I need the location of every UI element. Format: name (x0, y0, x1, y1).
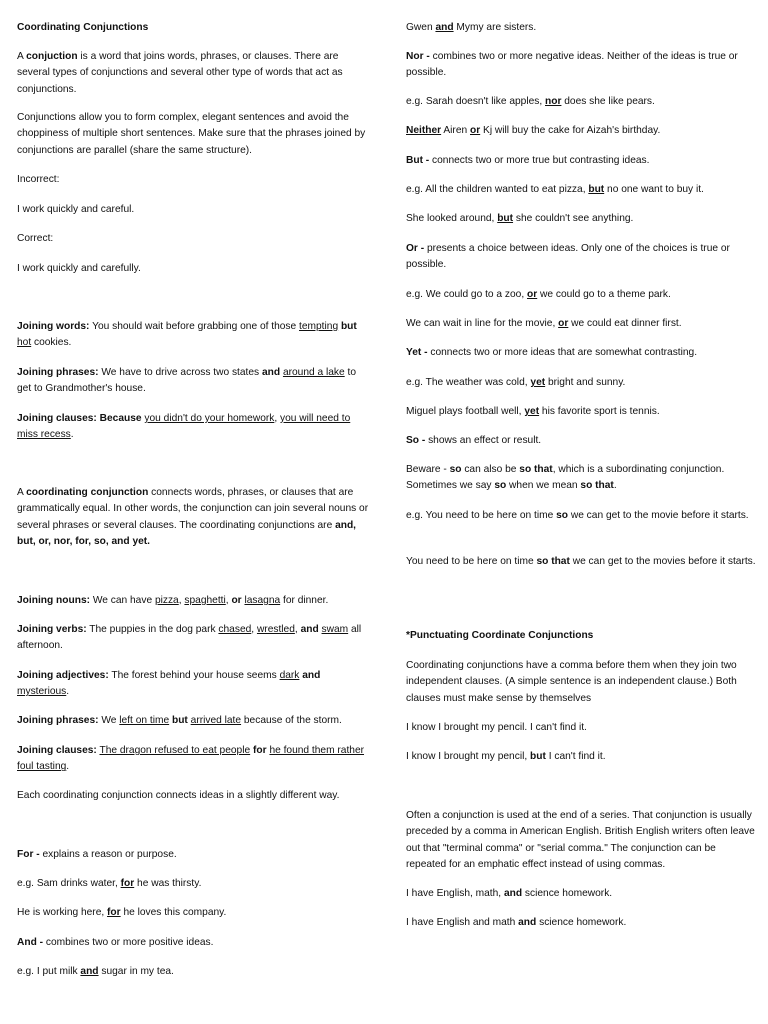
example-joining-nouns (17, 593, 372, 609)
example-homework-1 (406, 886, 758, 902)
emphasis-run: Coordinating Conjunctions (17, 22, 149, 33)
underlined-run: chased (218, 624, 252, 635)
emphasis-run: so (556, 510, 568, 521)
emphasis-run (497, 213, 513, 224)
text-run: and (435, 22, 454, 33)
emphasis-run (524, 406, 539, 417)
text-run: science homework. (536, 917, 627, 928)
text-run: Miguel plays football well, (406, 406, 525, 417)
text-run: We (98, 715, 120, 726)
emphasis-run: and (300, 624, 319, 635)
text-run: when we mean (506, 480, 581, 492)
paragraph-serial-comma (406, 808, 758, 874)
text-run: , (294, 624, 301, 635)
example-for-2 (17, 905, 372, 921)
text-run: connects two or more ideas that are somewhat contrasting. (427, 347, 698, 358)
emphasis-run (435, 22, 453, 33)
text-run: Airen (441, 125, 470, 136)
underlined-run: The dragon refused to eat people (99, 745, 251, 756)
example-nor-1 (406, 94, 758, 110)
text-run: Each coordinating conjunction connects ideas in a slightly different way. (17, 790, 340, 801)
text-run: We can wait in line for the movie, (406, 318, 559, 329)
emphasis-run (406, 125, 441, 136)
emphasis-run: so that (536, 556, 570, 567)
text-run: yet (530, 377, 546, 388)
emphasis-run: and (503, 888, 523, 899)
text-run: is a word that joins words, phrases, or clauses. There are several types of conjunctions and several other type of words that act as conjunctions. (17, 51, 343, 95)
text-run: because of the storm. (241, 715, 342, 726)
underlined-run: mysterious (17, 686, 67, 698)
text-run: I have English, math, (406, 888, 504, 899)
heading-or (406, 241, 758, 274)
text-run: I can't find it. (545, 751, 606, 762)
text-run: or (527, 289, 538, 300)
text-run: connects two or more true but contrasting ideas. (429, 155, 650, 166)
example-pencil-1 (406, 720, 758, 736)
heading-so (406, 433, 758, 449)
text-run: , (274, 413, 281, 424)
text-run: to get to Grandmother's house. (17, 367, 357, 395)
emphasis-run: coordinating conjunction (26, 487, 149, 498)
underlined-run: wrestled (256, 624, 295, 635)
emphasis-run: Joining adjectives: (17, 670, 109, 681)
underlined-run: around a lake (282, 367, 345, 378)
paragraph-comma-rule (406, 658, 758, 707)
text-run: . (70, 429, 74, 441)
example-and-2 (406, 20, 758, 36)
text-run: Coordinating conjunctions have a comma before them when they join two independent clauses. (A simple sentence is an independent clause.) Both clauses must make sense by themselves (406, 660, 737, 704)
heading-and (17, 935, 372, 951)
text-run: Incorrect: (17, 174, 60, 185)
example-for-1 (17, 876, 372, 892)
example-and-1 (17, 964, 372, 980)
underlined-run: you didn't do your homework (144, 413, 275, 424)
text-run: or (470, 125, 481, 136)
text-run: You need to be here on time (406, 556, 537, 567)
text-run: combines two or more positive ideas. (43, 937, 214, 948)
text-run: , which is a subordinating conjunction. Sometimes we say (406, 464, 725, 492)
text-run: does she like pears. (561, 96, 655, 107)
text-run: can also be (461, 464, 520, 475)
text-run: A (17, 487, 27, 498)
emphasis-run (545, 96, 561, 107)
emphasis-run: Nor - (406, 51, 430, 62)
emphasis-run: For - (17, 849, 40, 860)
text-run: shows an effect or result. (425, 435, 542, 446)
text-run: science homework. (522, 888, 613, 899)
example-so-1 (406, 508, 758, 524)
emphasis-run: And - (17, 937, 44, 948)
text-run: e.g. You need to be here on time (406, 510, 557, 521)
text-run: The puppies in the dog park (86, 624, 219, 635)
emphasis-run (588, 184, 604, 195)
text-run: cookies. (31, 337, 72, 349)
underlined-run: swam (321, 624, 349, 635)
emphasis-run (80, 966, 98, 977)
example-yet-1 (406, 375, 758, 391)
text-run: presents a choice between ideas. Only one of the choices is true or possible. (406, 243, 730, 271)
emphasis-run: Joining phrases: (17, 715, 99, 726)
text-run: for (120, 878, 135, 889)
paragraph-conjunction-usage (17, 110, 372, 159)
underlined-run: arrived late (190, 715, 242, 726)
example-or-2 (406, 316, 758, 332)
heading-yet (406, 345, 758, 361)
text-run: The forest behind your house seems (108, 670, 280, 681)
emphasis-run: conjuction (26, 51, 78, 62)
text-run: He is working here, (17, 907, 108, 918)
emphasis-run: Joining words: (17, 321, 90, 332)
text-run: she couldn't see anything. (513, 213, 634, 224)
text-run: explains a reason or purpose. (39, 849, 177, 860)
text-run: I know I brought my pencil. I can't find it. (406, 722, 587, 733)
text-run: nor (545, 96, 562, 107)
note-so-that (406, 462, 758, 495)
emphasis-run: so (494, 480, 507, 492)
example-joining-words (17, 319, 372, 352)
text-run: and (80, 966, 99, 977)
text-run: , (225, 595, 232, 606)
text-run: Mymy are sisters. (453, 22, 537, 33)
emphasis-run: Joining clauses: (17, 745, 97, 756)
example-so-2 (406, 554, 758, 570)
label-correct (17, 231, 372, 247)
paragraph-conjunction-definition (17, 49, 372, 98)
emphasis-run: but (340, 321, 357, 332)
text-run: but (588, 184, 605, 195)
text-run: . (66, 686, 70, 698)
text-run: he loves this company. (120, 907, 227, 918)
example-joining-clauses-2 (17, 743, 372, 776)
emphasis-run (530, 377, 545, 388)
text-run: We can have (90, 595, 155, 606)
text-run: for dinner. (280, 595, 329, 606)
text-run: Correct: (17, 233, 54, 244)
emphasis-run: Joining clauses: Because (17, 413, 142, 424)
text-run: e.g. Sam drinks water, (17, 878, 121, 889)
example-incorrect (17, 202, 372, 218)
text-run: no one want to buy it. (604, 184, 704, 195)
emphasis-run: and, but, or, nor, for, so, and yet. (17, 519, 357, 548)
text-run: Kj will buy the cake for Aizah's birthday. (480, 125, 661, 136)
emphasis-run (558, 318, 568, 329)
text-run: e.g. The weather was cold, (406, 377, 531, 388)
emphasis-run: Joining phrases: (17, 367, 99, 378)
paragraph-coordinating-definition (17, 485, 372, 551)
text-run: sugar in my tea. (98, 966, 174, 977)
text-run: combines two or more negative ideas. Neither of the ideas is true or possible. (406, 51, 738, 79)
emphasis-run: Joining nouns: (17, 595, 90, 606)
emphasis-run: but (171, 715, 188, 726)
emphasis-run: *Punctuating Coordinate Conjunctions (406, 630, 594, 641)
text-run: we can get to the movie before it starts. (568, 510, 749, 521)
document-title (17, 20, 372, 36)
example-but-2 (406, 211, 758, 227)
text-run: Conjunctions allow you to form complex, elegant sentences and avoid the choppiness of multiple short sentences. Make sure that the phrases joined by conjunctions are parallel (share the same structure). (17, 112, 366, 156)
text-run: We have to drive across two states (98, 367, 262, 378)
text-run: his favorite sport is tennis. (539, 406, 660, 417)
example-joining-phrases (17, 365, 372, 398)
example-yet-2 (406, 404, 758, 420)
example-joining-adjectives (17, 668, 372, 701)
example-joining-verbs (17, 622, 372, 655)
emphasis-run: for (253, 745, 267, 756)
underlined-run: left on time (119, 715, 170, 726)
underlined-run: tempting (299, 321, 339, 332)
emphasis-run: So - (406, 435, 426, 446)
text-run: for (107, 907, 121, 918)
text-run: e.g. I put milk (17, 966, 81, 977)
text-run: I have English and math (406, 917, 519, 928)
text-run: connects words, phrases, or clauses that are grammatically equal. In other words, the conjunction can join several nouns or several phrases or several clauses. The coordinating conjunctions are (17, 487, 369, 531)
text-run: You should wait before grabbing one of those (89, 321, 300, 332)
text-run: but (497, 213, 514, 224)
underlined-run: dark (279, 670, 300, 681)
text-run: . (613, 480, 617, 492)
label-incorrect (17, 172, 372, 188)
example-or-1 (406, 287, 758, 303)
emphasis-run: Or - (406, 243, 425, 254)
emphasis-run (107, 907, 121, 918)
text-run: e.g. All the children wanted to eat pizza, (406, 184, 589, 195)
example-homework-2 (406, 915, 758, 931)
text-run: , (178, 595, 185, 606)
example-joining-phrases-2 (17, 713, 372, 729)
underlined-run: you will need to miss recess (17, 413, 351, 441)
text-run: Neither (406, 125, 442, 136)
text-run: Often a conjunction is used at the end of a series. That conjunction is usually preceded by a comma in American English. British English writers often leave out that "terminal comma" or "serial comma." The conjunction can be repeated for an emphatic effect instead of using commas. (406, 810, 755, 871)
example-joining-clauses (17, 411, 372, 444)
text-run: e.g. We could go to a zoo, (406, 289, 528, 300)
text-run: I work quickly and careful. (17, 204, 135, 215)
text-run: Gwen (406, 22, 436, 33)
underlined-run: hot (17, 337, 32, 349)
text-run: bright and sunny. (545, 377, 626, 388)
emphasis-run: Yet - (406, 347, 428, 358)
underlined-run: he found them rather foul tasting (17, 745, 365, 773)
underlined-run: spaghetti (184, 595, 226, 606)
example-correct (17, 261, 372, 277)
underlined-run: pizza (154, 595, 179, 606)
emphasis-run: and (261, 367, 281, 378)
emphasis-run: But - (406, 155, 430, 166)
text-run: we could go to a theme park. (537, 289, 671, 300)
example-pencil-2 (406, 749, 758, 765)
text-run: e.g. Sarah doesn't like apples, (406, 96, 545, 107)
underlined-run: lasagna (244, 595, 281, 606)
heading-but (406, 153, 758, 169)
paragraph-each-conjunction (17, 788, 372, 804)
text-run: . (66, 761, 70, 773)
text-run: , (251, 624, 257, 635)
text-run: I know I brought my pencil, (406, 751, 531, 762)
heading-nor (406, 49, 758, 82)
text-run: yet (524, 406, 540, 417)
emphasis-run (527, 289, 537, 300)
text-run: we can get to the movies before it starts. (569, 556, 756, 567)
heading-for (17, 847, 372, 863)
text-run: we could eat dinner first. (568, 318, 682, 329)
emphasis-run: Joining verbs: (17, 624, 87, 635)
example-nor-2 (406, 123, 758, 139)
emphasis-run: but (530, 751, 546, 762)
emphasis-run (470, 125, 480, 136)
example-but-1 (406, 182, 758, 198)
emphasis-run (121, 878, 135, 889)
text-run: all afternoon. (17, 624, 362, 652)
text-run: I work quickly and carefully. (17, 263, 141, 274)
text-run: A (17, 51, 27, 62)
text-run: She looked around, (406, 213, 498, 224)
text-run: he was thirsty. (134, 878, 202, 889)
emphasis-run: and (518, 917, 537, 928)
emphasis-run: and (302, 670, 321, 681)
emphasis-run: or (231, 595, 242, 606)
emphasis-run: so that (580, 480, 614, 492)
emphasis-run: so (449, 464, 462, 475)
text-run: or (558, 318, 569, 329)
text-run: Beware - (406, 464, 450, 475)
heading-punctuating (406, 628, 758, 644)
emphasis-run: so that (519, 464, 553, 475)
